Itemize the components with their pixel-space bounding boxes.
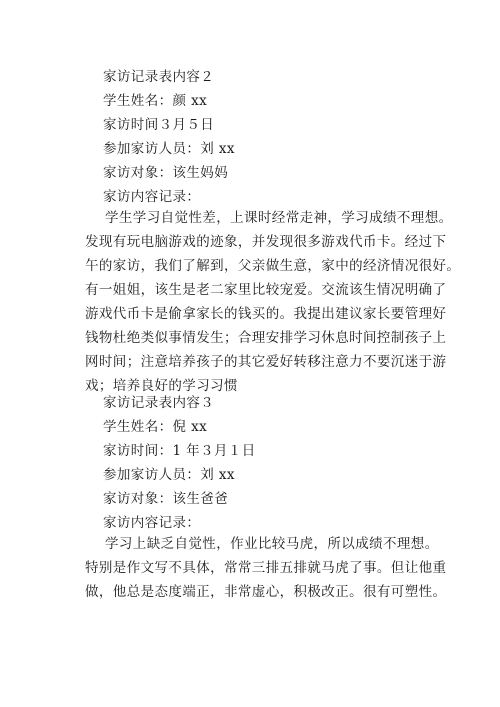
- record3-visit-target: 家访对象：该生爸爸: [103, 491, 229, 507]
- record3-content-label: 家访内容记录：: [103, 515, 201, 531]
- record2-body-line: 网时间；注意培养孩子的其它爱好转移注意力不要沉迷于游: [85, 354, 447, 370]
- record2-content-body: [85, 206, 461, 398]
- record2-visit-time: 家访时间３月５日: [103, 117, 215, 133]
- record2-body-line: 学生学习自觉性差，上课时经常走神，学习成绩不理想。: [105, 210, 453, 226]
- record2-body-line: 午的家访，我们了解到，父亲做生意，家中的经济情况很好。: [85, 258, 461, 274]
- record3-body-line: 做，他总是态度端正，非常虚心，积极改正。很有可塑性。: [85, 584, 447, 600]
- record3-body-line: 学习上缺乏自觉性，作业比较马虎，所以成绩不理想。: [105, 536, 439, 552]
- record2-student-name: 学生姓名：颜 xx: [103, 93, 208, 109]
- record3-student-name: 学生姓名：倪 xx: [103, 419, 208, 435]
- record3-visit-time: 家访时间：1 年３月１日: [103, 443, 256, 459]
- record3-content-body: [85, 532, 447, 604]
- record2-body-line: 钱物杜绝类似事情发生；合理安排学习休息时间控制孩子上: [85, 330, 447, 346]
- record2-body-line: 有一姐姐，该生是老二家里比较宠爱。交流该生情况明确了: [85, 282, 447, 298]
- record2-content-label: 家访内容记录：: [103, 189, 201, 205]
- record3-visit-staff: 参加家访人员：刘 xx: [103, 467, 235, 483]
- record2-body-line: 发现有玩电脑游戏的迹象，并发现很多游戏代币卡。经过下: [85, 234, 447, 250]
- record2-visit-target: 家访对象：该生妈妈: [103, 165, 229, 181]
- record2-body-line: 游戏代币卡是偷拿家长的钱买的。我提出建议家长要管理好: [85, 306, 447, 322]
- record2-title: 家访记录表内容２: [103, 69, 215, 85]
- record3-body-line: 特别是作文写不具体，常常三排五排就马虎了事。但让他重: [85, 560, 447, 576]
- record2-body-line: 戏；培养良好的学习习惯: [85, 378, 238, 394]
- record3-title: 家访记录表内容３: [103, 395, 215, 411]
- record2-visit-staff: 参加家访人员：刘 xx: [103, 141, 235, 157]
